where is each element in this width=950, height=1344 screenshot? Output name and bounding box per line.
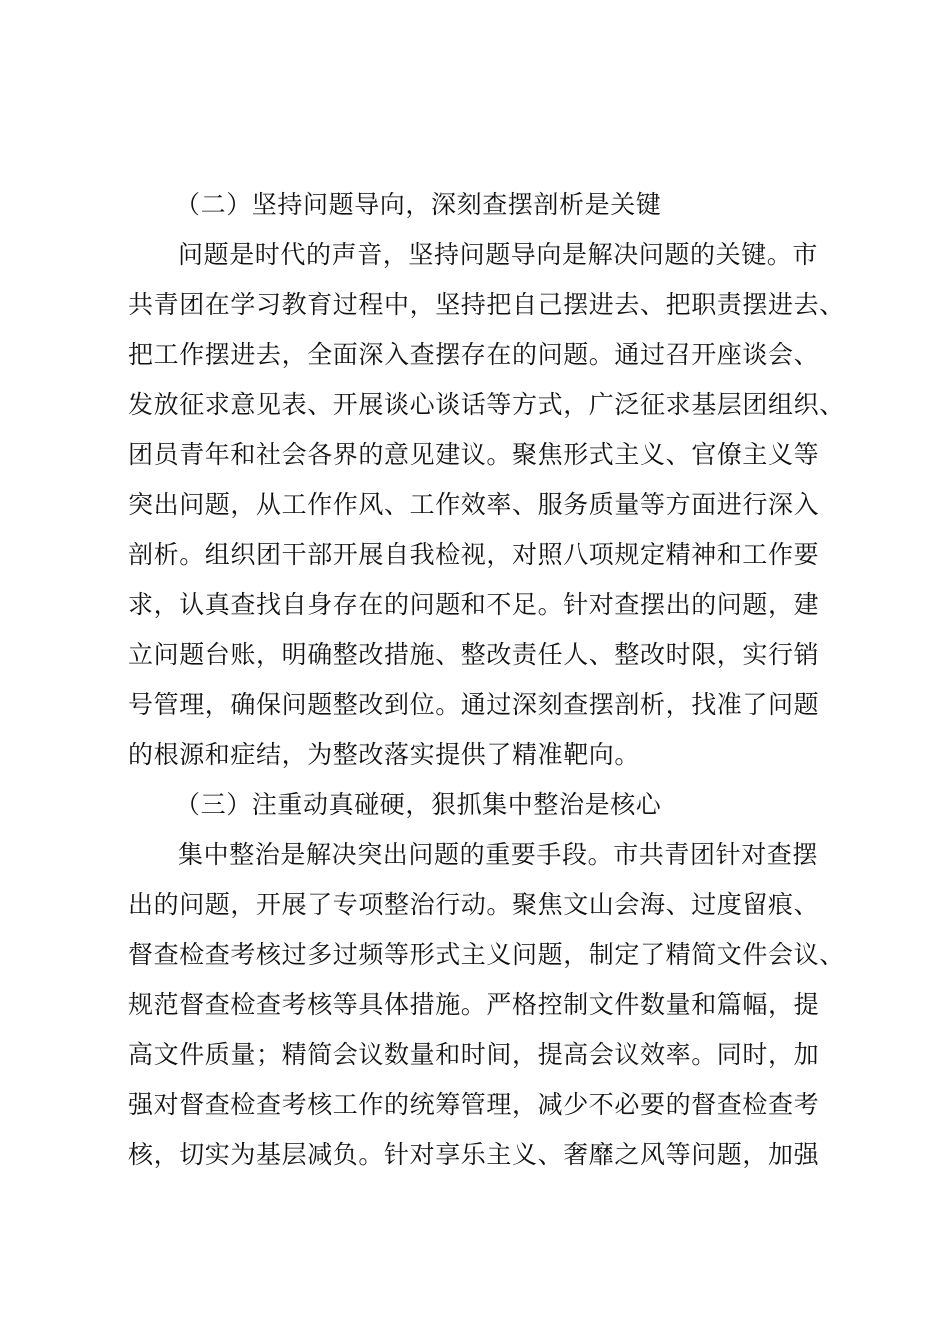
paragraph-line: 督查检查考核过多过频等形式主义问题，制定了精简文件会议、: [128, 940, 845, 969]
paragraph-line: 团员青年和社会各界的意见建议。聚焦形式主义、官僚主义等: [128, 440, 820, 469]
paragraph-line: 剖析。组织团干部开展自我检视，对照八项规定精神和工作要: [128, 540, 820, 569]
paragraph-line: 号管理，确保问题整改到位。通过深刻查摆剖析，找准了问题: [128, 690, 820, 719]
paragraph-line: 集中整治是解决突出问题的重要手段。市共青团针对查摆: [178, 840, 819, 869]
section-heading-3: （三）注重动真碰硬，狠抓集中整治是核心: [175, 790, 662, 819]
paragraph-line: 的根源和症结，为整改落实提供了精准靶向。: [128, 740, 641, 769]
paragraph-line: 出的问题，开展了专项整治行动。聚焦文山会海、过度留痕、: [128, 890, 820, 919]
paragraph-line: 问题是时代的声音，坚持问题导向是解决问题的关键。市: [178, 240, 819, 269]
paragraph-line: 求，认真查找自身存在的问题和不足。针对查摆出的问题，建: [128, 590, 820, 619]
paragraph-line: 规范督查检查考核等具体措施。严格控制文件数量和篇幅，提: [128, 990, 820, 1019]
paragraph-line: 核，切实为基层减负。针对享乐主义、奢靡之风等问题，加强: [128, 1140, 820, 1169]
section-heading-2: （二）坚持问题导向，深刻查摆剖析是关键: [175, 190, 662, 219]
paragraph-line: 高文件质量；精简会议数量和时间，提高会议效率。同时，加: [128, 1040, 820, 1069]
paragraph-line: 把工作摆进去，全面深入查摆存在的问题。通过召开座谈会、: [128, 340, 820, 369]
paragraph-line: 突出问题，从工作作风、工作效率、服务质量等方面进行深入: [128, 490, 820, 519]
paragraph-line: 强对督查检查考核工作的统筹管理，减少不必要的督查检查考: [128, 1090, 820, 1119]
paragraph-line: 发放征求意见表、开展谈心谈话等方式，广泛征求基层团组织、: [128, 390, 845, 419]
paragraph-line: 共青团在学习教育过程中，坚持把自己摆进去、把职责摆进去、: [128, 290, 845, 319]
paragraph-line: 立问题台账，明确整改措施、整改责任人、整改时限，实行销: [128, 640, 820, 669]
